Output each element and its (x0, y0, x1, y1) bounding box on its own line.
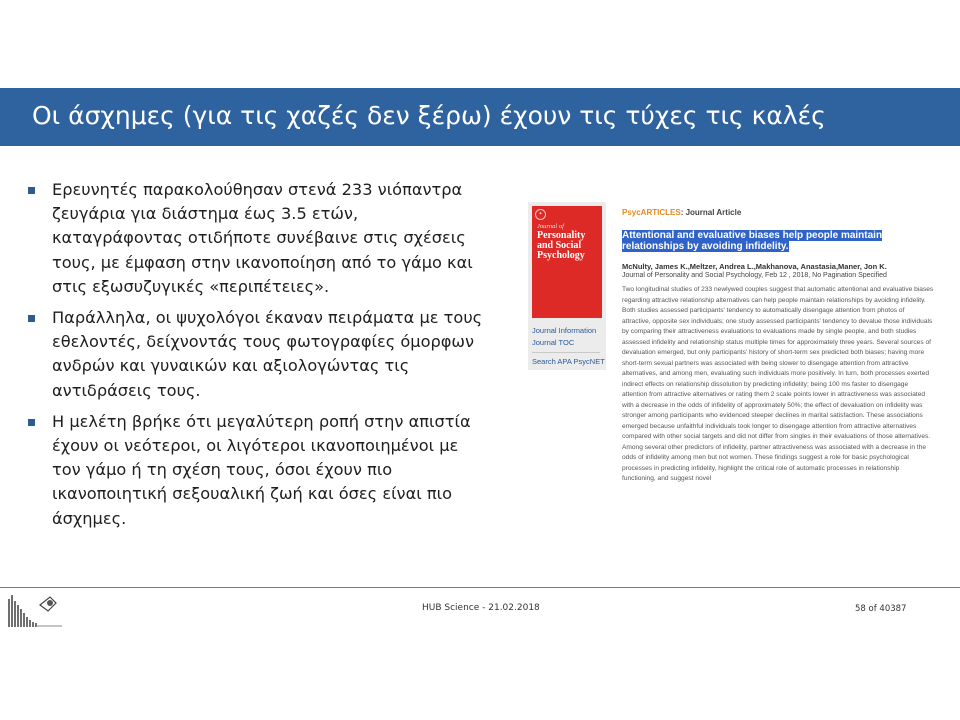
square-bullet-icon (28, 315, 35, 322)
bullet-item (28, 178, 483, 299)
journal-cover-image (532, 206, 602, 318)
panel-divider (532, 352, 600, 353)
title-bar (0, 88, 960, 146)
cover-title: Personality and Social Psychology (537, 230, 586, 261)
bullet-text: Η μελέτη βρήκε ότι μεγαλύτερη ροπή στην απιστία έχουν οι νεότεροι, οι λιγότεροι ικανοποιημένοι με τον γάμο ή τη σχέση τους, όσοι έχουν πιο ικανοποιητική σεξουαλική ζωή και όσες είναι πιο άσχημες. (52, 411, 471, 528)
footer-divider (0, 587, 960, 588)
bullet-item (28, 306, 483, 403)
article-authors: McNulty, James K.,Meltzer, Andrea L.,Makhanova, Anastasia,Maner, Jon K. (622, 262, 887, 271)
search-apa-psycnet-link[interactable]: Search APA PsycNET (532, 357, 605, 366)
square-bullet-icon (28, 187, 35, 194)
article-screenshot (528, 202, 938, 530)
article-abstract: Two longitudinal studies of 233 newlywed couples suggest that automatic attentional and evaluative biases regarding attractive relationship alternatives can help people maintain relationships by avoiding infidelity. Both studies assessed participants' tendency to automatically disengage attention from photos of attractive, opposite sex individuals; one study assessed participants' tendency to devalue those individuals by comparing their attractiveness evaluations to evaluations made by single people, and both studies assessed infidelity and relationship status multiple times for approximately three years. Several sources of devaluation emerged, but only participants' history of short-term sex predicted both biases; having more short-term sexual partners was associated with being slower to disengage attention from attractive alternatives, and among men, evaluating such individuals more positively. In turn, both processes exerted indirect effects on relationship dissolution by predicting infidelity; being 100 ms faster to disengage attention from attractive alternatives or rating them 2 scale points lower in attractiveness was associated with a decrease in the odds of infidelity of approximately 50%; the effect of devaluation on infidelity was stronger among participants who evidenced steeper declines in marital satisfaction. These associations emerged because unfaithful individuals took longer to disengage attention from attractive alternatives compared with other social targets and did not differ from singles in their evaluations of those alternatives. Among several other predictors of infidelity, partner attractiveness was associated with a decrease in the odds of infidelity among men but not women. These findings suggest a role for basic psychological processes in predicting infidelity, highlight the critical role of automatic processes in relationship functioning, and suggest novel (622, 286, 934, 482)
journal-panel (528, 202, 606, 370)
journal-information-link[interactable]: Journal Information (532, 326, 597, 335)
slide-counter: 58 of 40387 (855, 604, 907, 614)
article-journal: Journal of Personality and Social Psychology, Feb 12 , 2018, No Pagination Specified (622, 272, 887, 279)
square-bullet-icon (28, 419, 35, 426)
bullet-text: Παράλληλα, οι ψυχολόγοι έκαναν πειράματα με τους εθελοντές, δείχνοντάς τους φωτογραφίες όμορφων ανδρών και γυναικών και αξιολογώντας τις αντιδράσεις τους. (52, 308, 483, 400)
journal-toc-link[interactable]: Journal TOC (532, 338, 575, 347)
article-type (622, 208, 938, 217)
slide-title: Οι άσχημες (για τις χαζές δεν ξέρω) έχουν τις τύχες τις καλές (32, 101, 826, 130)
footer-center-text: HUB Science - 21.02.2018 (422, 603, 540, 613)
article-title-text: Attentional and evaluative biases help people maintain relationships by avoiding infidelity. (622, 230, 883, 252)
cover-title-small: Journal of (537, 223, 564, 230)
bullet-item (28, 410, 483, 531)
hub-logo-icon (6, 591, 62, 627)
article-type-prefix: PsycARTICLES (622, 208, 681, 217)
article-type-suffix: : Journal Article (680, 208, 742, 217)
apa-seal-icon: ✦ (535, 209, 546, 220)
article-content (622, 208, 938, 485)
article-title[interactable] (622, 230, 938, 252)
bullet-list (28, 178, 483, 538)
bullet-text: Ερευνητές παρακολούθησαν στενά 233 νιόπαντρα ζευγάρια για διάστημα έως 3.5 ετών, καταγράφοντας οτιδήποτε συνέβαινε στις σχέσεις τους, με έμφαση στην ικανοποίηση από το γάμο και στις εξωσυζυγικές «περιπέτειες». (52, 180, 473, 296)
